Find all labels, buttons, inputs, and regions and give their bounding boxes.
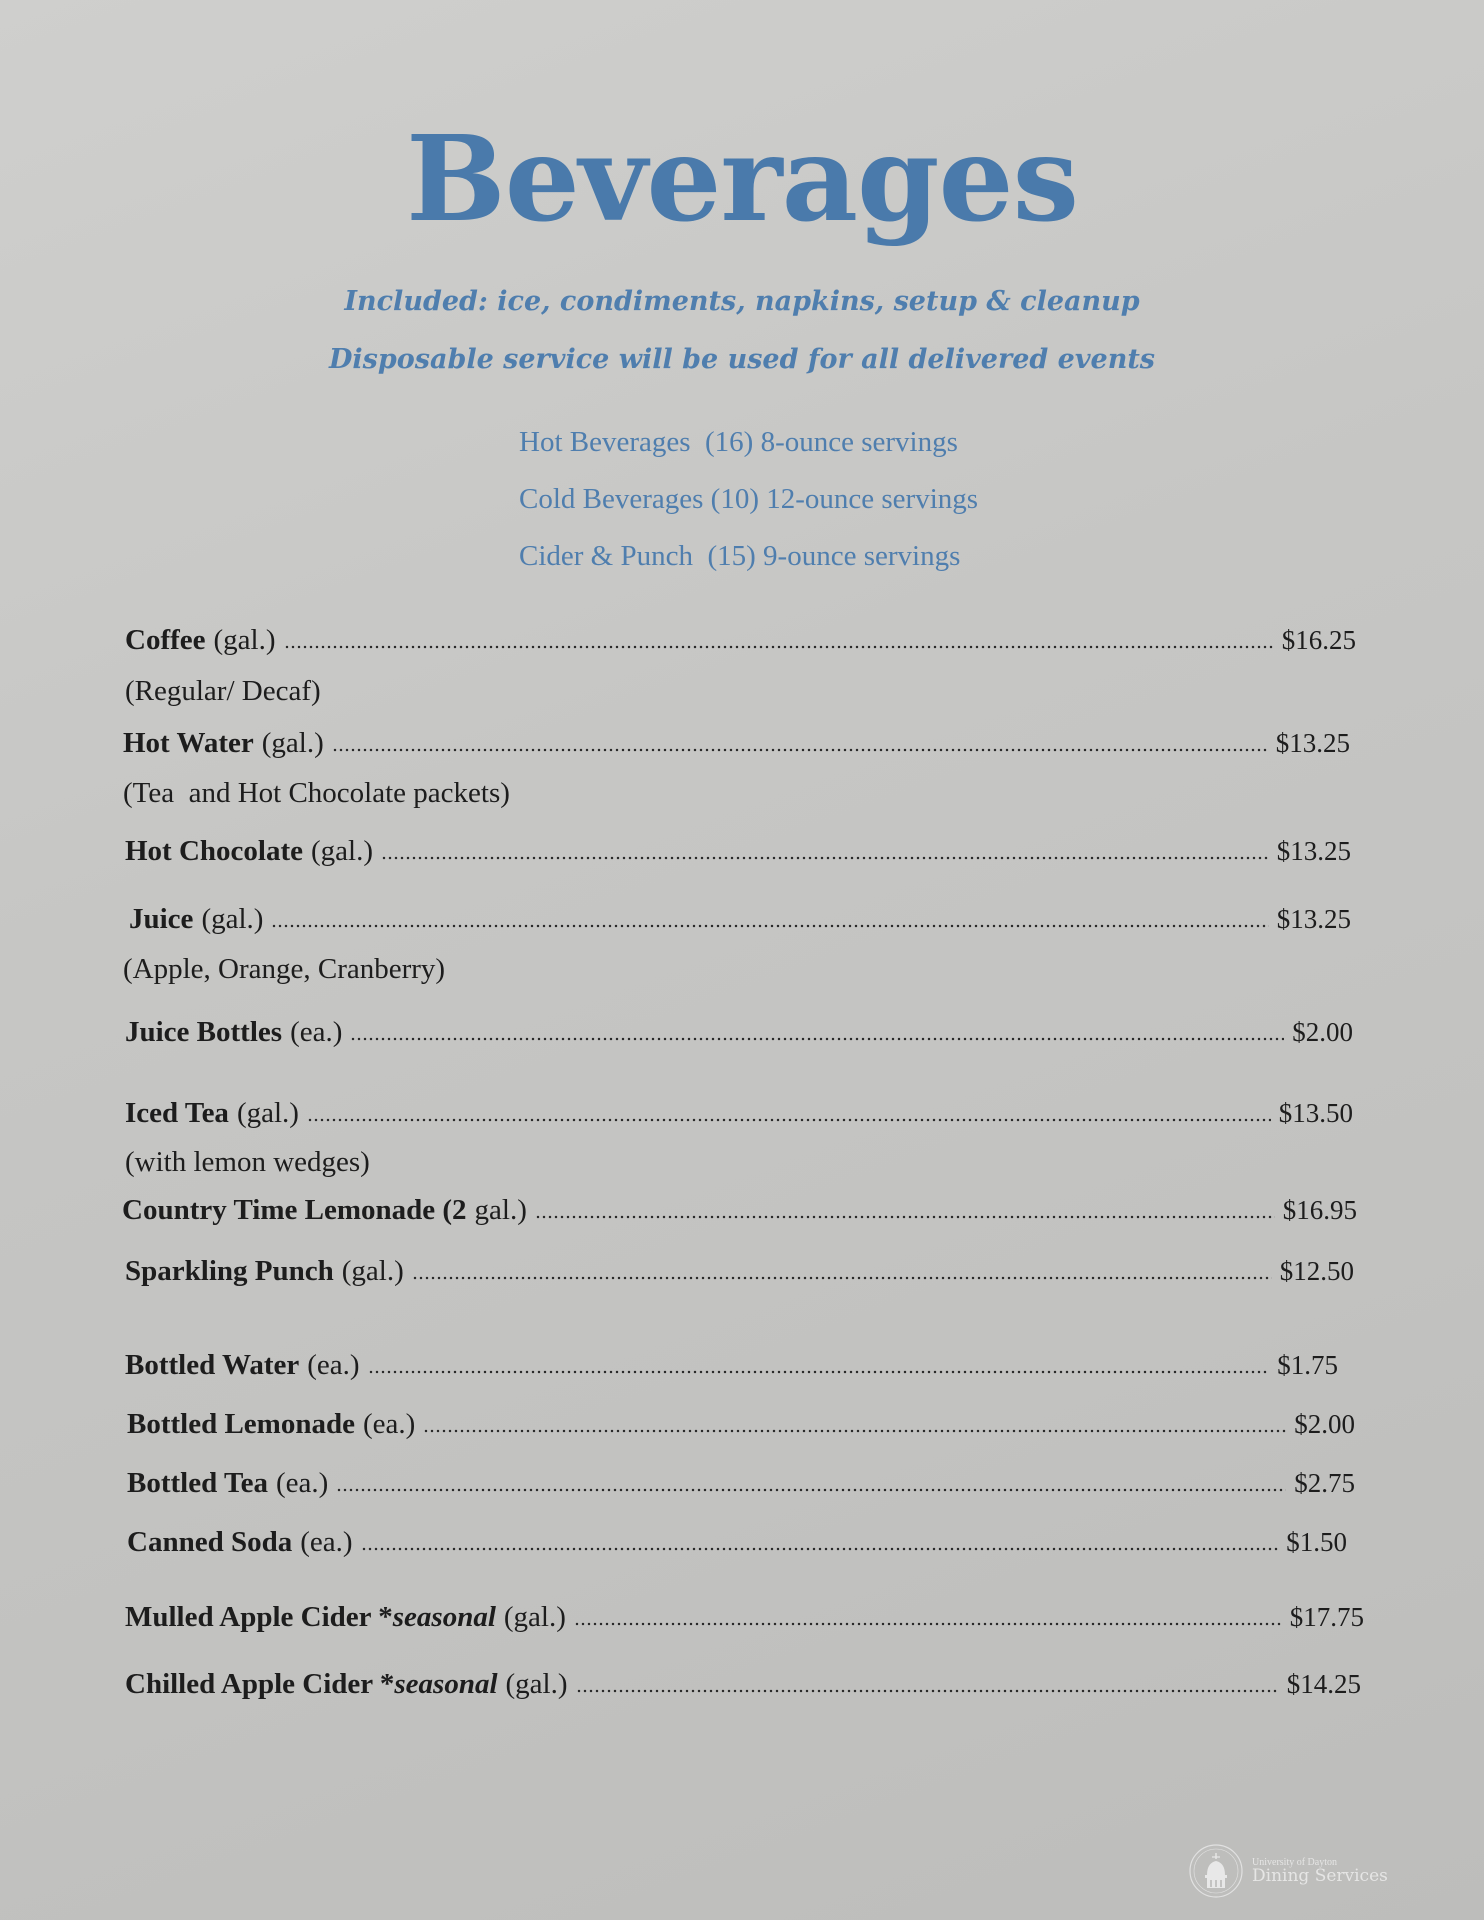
seasonal-label: seasonal bbox=[392, 1601, 496, 1633]
menu-item-coffee bbox=[125, 624, 1356, 657]
menu-item-canned-soda bbox=[127, 1526, 1347, 1559]
serving-hot: Hot Beverages (16) 8-ounce servings bbox=[519, 426, 958, 458]
leader-dots bbox=[361, 1547, 1279, 1551]
item-unit: (gal.) bbox=[341, 1255, 404, 1287]
item-unit: (ea.) bbox=[307, 1349, 360, 1381]
leader-dots bbox=[307, 1118, 1271, 1122]
item-price: $1.50 bbox=[1286, 1527, 1347, 1557]
item-unit: (gal.) bbox=[503, 1601, 566, 1633]
chapel-dome-icon bbox=[1188, 1843, 1244, 1899]
item-name: Canned Soda bbox=[127, 1526, 293, 1558]
item-name: Juice Bottles bbox=[125, 1016, 283, 1048]
menu-item-juice-bottles bbox=[125, 1016, 1353, 1049]
logo-dining-services: Dining Services bbox=[1252, 1865, 1388, 1886]
item-unit: (gal.) bbox=[213, 624, 276, 656]
item-unit: (gal.) bbox=[311, 835, 373, 867]
item-price: $13.25 bbox=[1276, 904, 1351, 934]
menu-item-bottled-water bbox=[125, 1349, 1338, 1382]
page-title: Beverages bbox=[405, 109, 1079, 248]
item-price: $13.50 bbox=[1278, 1098, 1353, 1128]
leader-dots bbox=[332, 748, 1268, 752]
serving-cold: Cold Beverages (10) 12-ounce servings bbox=[519, 483, 979, 515]
item-name: Juice bbox=[129, 903, 194, 935]
menu-item-bottled-lemonade bbox=[127, 1408, 1355, 1441]
seasonal-label: seasonal bbox=[394, 1668, 498, 1700]
item-name: Country Time Lemonade (2 bbox=[122, 1194, 467, 1226]
item-price: $17.75 bbox=[1289, 1602, 1364, 1632]
menu-item-juice bbox=[129, 903, 1351, 936]
menu-item-hot-chocolate bbox=[125, 835, 1351, 868]
item-price: $14.25 bbox=[1286, 1669, 1361, 1699]
item-unit: (gal.) bbox=[505, 1668, 568, 1700]
item-name: Hot Chocolate bbox=[125, 835, 303, 867]
menu-item-country-time-lemonade bbox=[122, 1194, 1357, 1227]
item-unit: gal.) bbox=[474, 1194, 527, 1226]
leader-dots bbox=[574, 1622, 1282, 1626]
menu-item-hot-water bbox=[123, 727, 1350, 760]
item-name: Mulled Apple Cider * bbox=[125, 1601, 393, 1633]
item-name: Coffee bbox=[125, 624, 206, 656]
item-note-iced-tea: (with lemon wedges) bbox=[125, 1146, 370, 1178]
item-price: $1.75 bbox=[1277, 1350, 1338, 1380]
menu-item-chilled-apple-cider bbox=[125, 1668, 1361, 1701]
item-price: $2.75 bbox=[1294, 1468, 1355, 1498]
item-unit: (ea.) bbox=[300, 1526, 353, 1558]
item-price: $13.25 bbox=[1276, 836, 1351, 866]
menu-item-mulled-apple-cider bbox=[125, 1601, 1364, 1634]
item-note-hot-water: (Tea and Hot Chocolate packets) bbox=[123, 777, 510, 809]
leader-dots bbox=[368, 1370, 1270, 1374]
leader-dots bbox=[381, 856, 1269, 860]
item-name: Iced Tea bbox=[125, 1097, 229, 1129]
logo-university: University of Dayton bbox=[1252, 1856, 1337, 1868]
item-price: $16.95 bbox=[1282, 1195, 1357, 1225]
item-unit: (gal.) bbox=[261, 727, 324, 759]
disposable-note: Disposable service will be used for all delivered events bbox=[328, 344, 1156, 375]
item-name: Sparkling Punch bbox=[125, 1255, 334, 1287]
menu-item-bottled-tea bbox=[127, 1467, 1355, 1500]
leader-dots bbox=[576, 1689, 1279, 1693]
item-price: $13.25 bbox=[1275, 728, 1350, 758]
menu-item-iced-tea bbox=[125, 1097, 1353, 1130]
item-name: Hot Water bbox=[123, 727, 254, 759]
leader-dots bbox=[284, 645, 1274, 649]
item-note-juice: (Apple, Orange, Cranberry) bbox=[123, 953, 446, 985]
menu-item-sparkling-punch bbox=[125, 1255, 1354, 1288]
item-unit: (ea.) bbox=[362, 1408, 416, 1440]
item-unit: (gal.) bbox=[236, 1097, 299, 1129]
leader-dots bbox=[350, 1037, 1284, 1041]
leader-dots bbox=[271, 924, 1268, 928]
item-unit: (ea.) bbox=[290, 1016, 343, 1048]
item-name: Bottled Lemonade bbox=[127, 1408, 355, 1440]
leader-dots bbox=[535, 1215, 1275, 1219]
included-note: Included: ice, condiments, napkins, setup & cleanup bbox=[344, 286, 1140, 317]
leader-dots bbox=[412, 1276, 1272, 1280]
item-price: $2.00 bbox=[1294, 1409, 1355, 1439]
serving-cider: Cider & Punch (15) 9-ounce servings bbox=[519, 540, 961, 572]
leader-dots bbox=[423, 1429, 1286, 1433]
item-price: $2.00 bbox=[1292, 1017, 1353, 1047]
leader-dots bbox=[336, 1488, 1286, 1492]
item-unit: (gal.) bbox=[201, 903, 264, 935]
item-name: Chilled Apple Cider * bbox=[125, 1668, 395, 1700]
item-price: $16.25 bbox=[1281, 625, 1356, 655]
item-note-coffee: (Regular/ Decaf) bbox=[125, 675, 321, 707]
item-unit: (ea.) bbox=[276, 1467, 329, 1499]
item-price: $12.50 bbox=[1279, 1256, 1354, 1286]
item-name: Bottled Tea bbox=[127, 1467, 268, 1499]
item-name: Bottled Water bbox=[125, 1349, 300, 1381]
dining-services-logo bbox=[1188, 1843, 1388, 1899]
